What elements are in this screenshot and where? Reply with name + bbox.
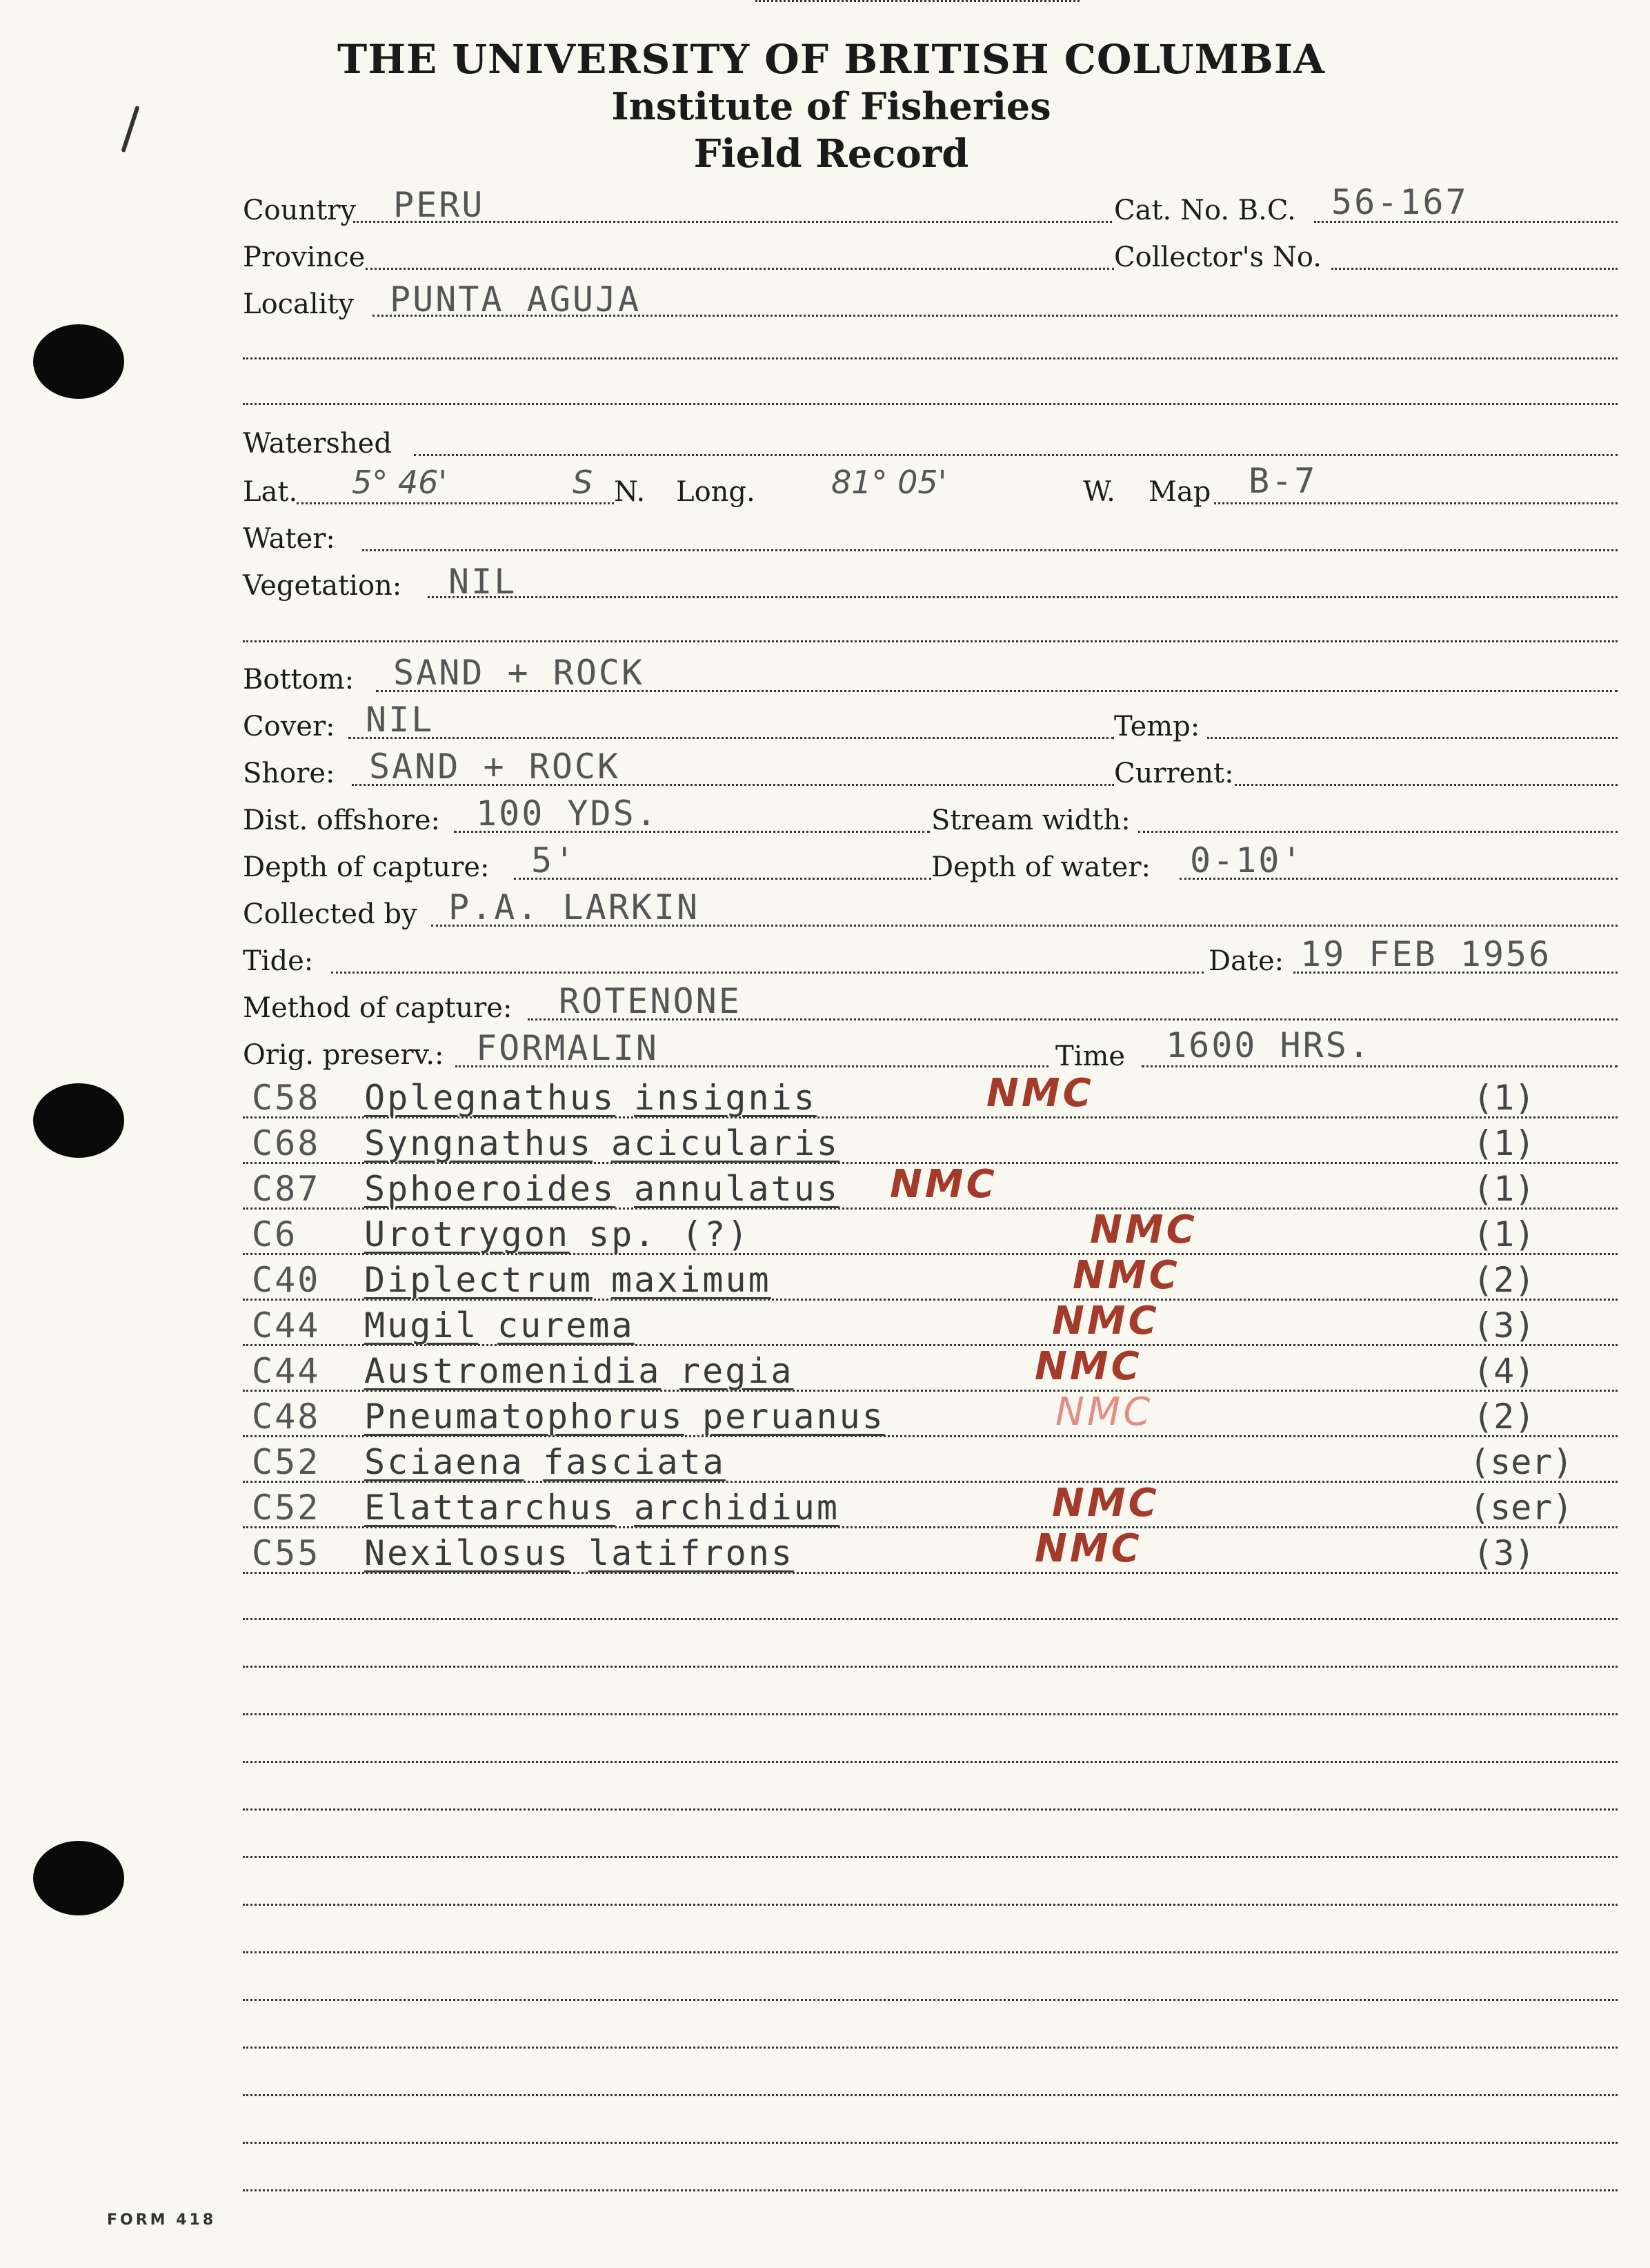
check-mark [121,106,139,152]
lat-label: Lat. [243,476,298,508]
watershed-label: Watershed [243,428,392,460]
species-genus: Syngnathus [364,1123,593,1163]
temp-line [1207,737,1618,739]
specimen-count: (3) [1473,1533,1535,1573]
nmc-mark: NMC [1090,1207,1197,1252]
province-label: Province [243,241,366,273]
species-code: C48 [252,1397,321,1437]
species-code: C40 [252,1260,321,1300]
time-label: Time [1055,1041,1126,1072]
long-line [755,0,1080,2]
species-genus: Austromenidia [364,1351,662,1391]
time-value: 1600 HRS. [1166,1025,1371,1065]
ruled-line [243,1951,1618,1953]
species-code: C55 [252,1533,321,1573]
lat-line [297,502,614,504]
specimen-count: (1) [1473,1169,1535,1209]
collected-by-value: P.A. LARKIN [448,887,700,927]
province-line [366,268,1114,270]
collector-no-line [1331,268,1618,270]
current-label: Current: [1114,758,1234,789]
cover-value: NIL [366,700,435,740]
species-code: C58 [252,1078,321,1118]
cover-label: Cover: [243,711,335,742]
long-suffix: W. [1083,476,1115,508]
species-code: C44 [252,1351,321,1391]
stream-width-line [1138,831,1618,833]
time-line [1142,1065,1618,1067]
species-code: C68 [252,1123,321,1163]
species-epithet: annulatus [634,1169,839,1209]
stream-width-label: Stream width: [931,805,1131,836]
species-genus: Pneumatophorus [364,1397,684,1437]
species-epithet: archidium [634,1488,839,1528]
species-code: C6 [252,1214,298,1254]
watershed-line [414,454,1618,456]
collector-no-label: Collector's No. [1114,241,1322,273]
date-value: 19 FEB 1956 [1300,934,1552,974]
form-number: FORM 418 [107,2211,217,2229]
ruled-line [243,1618,1618,1620]
species-genus: Diplectrum [364,1260,593,1300]
temp-label: Temp: [1114,711,1200,742]
ruled-line [243,1856,1618,1858]
country-label: Country [243,195,357,226]
nmc-mark: NMC [1055,1390,1153,1434]
species-epithet: fasciata [543,1442,726,1482]
nmc-mark: NMC [1052,1481,1160,1526]
ruled-line [243,2047,1618,2049]
bottom-label: Bottom: [243,664,355,696]
ruled-line [243,1666,1618,1668]
cover-line [348,737,1114,739]
map-label: Map [1149,476,1211,508]
long-value: 81° 05' [831,464,947,501]
water-line [362,549,1618,551]
species-epithet: insignis [634,1078,817,1118]
long-label: Long. [676,476,755,508]
species-genus: Nexilosus [364,1533,570,1573]
locality-line-2 [243,357,1618,359]
punch-hole-middle [33,1083,124,1158]
ruled-line [243,1761,1618,1763]
shore-label: Shore: [243,758,335,789]
specimen-count: (ser) [1469,1488,1573,1528]
depth-water-label: Depth of water: [931,851,1151,883]
vegetation-label: Vegetation: [243,570,402,602]
method-label: Method of capture: [243,992,513,1024]
punch-hole-top [33,324,124,399]
nmc-mark: NMC [1052,1299,1160,1343]
water-label: Water: [243,523,335,555]
lat-suffix: N. [614,476,646,508]
specimen-count: (1) [1473,1078,1535,1118]
nmc-mark: NMC [1073,1253,1180,1298]
specimen-count: (2) [1473,1260,1535,1300]
cat-no-label: Cat. No. B.C. [1114,195,1296,226]
ruled-line [243,2189,1618,2191]
species-epithet: acicularis [611,1123,840,1163]
specimen-count: (4) [1473,1351,1535,1391]
tide-label: Tide: [243,945,314,977]
locality-line-3 [243,403,1618,405]
map-value: B-7 [1249,461,1318,501]
ruled-line [243,2094,1618,2096]
species-genus: Elattarchus [364,1488,616,1528]
species-epithet: curema [497,1305,635,1345]
specimen-count: (3) [1473,1305,1535,1345]
species-genus: Mugil [364,1305,479,1345]
lat-value: 5° 46' [352,464,448,501]
depth-water-value: 0-10' [1190,840,1304,880]
shore-value: SAND + ROCK [369,747,621,787]
ruled-line [243,1808,1618,1811]
specimen-count: (1) [1473,1214,1535,1254]
species-genus: Sphoeroides [364,1169,616,1209]
species-genus: Oplegnathus [364,1078,616,1118]
preserv-value: FORMALIN [476,1028,659,1068]
species-code: C52 [252,1488,321,1528]
specimen-count: (ser) [1469,1442,1573,1482]
dist-offshore-value: 100 YDS. [476,793,659,834]
nmc-mark: NMC [1035,1344,1142,1389]
dist-offshore-label: Dist. offshore: [243,805,441,836]
species-epithet: sp. [588,1214,657,1254]
locality-label: Locality [243,288,355,320]
species-code: C44 [252,1305,321,1345]
ruled-line [243,1999,1618,2001]
nmc-mark: NMC [986,1071,1094,1116]
lat-direction: S [573,464,593,501]
species-code: C87 [252,1169,321,1209]
nmc-mark: NMC [1035,1526,1142,1571]
species-epithet: regia [679,1351,794,1391]
specimen-count: (1) [1473,1123,1535,1163]
current-line [1235,784,1618,786]
vegetation-value: NIL [448,562,517,602]
species-code: C52 [252,1442,321,1482]
species-epithet: latifrons [588,1533,794,1573]
ruled-line [243,2142,1618,2144]
preserv-label: Orig. preserv.: [243,1039,444,1071]
cat-no-value: 56-167 [1331,182,1469,222]
map-line [1214,502,1618,504]
species-extra: (?) [682,1214,751,1254]
specimen-count: (2) [1473,1397,1535,1437]
tide-line [331,972,1204,974]
record-title: Field Record [693,131,969,177]
species-epithet: maximum [611,1260,771,1300]
method-value: ROTENONE [559,981,742,1021]
ruled-line [243,1904,1618,1906]
collected-by-label: Collected by [243,898,417,930]
depth-capture-value: 5' [531,840,577,880]
locality-value: PUNTA AGUJA [390,279,642,319]
species-genus: Urotrygon [364,1214,570,1254]
nmc-mark: NMC [890,1162,997,1207]
university-title: THE UNIVERSITY OF BRITISH COLUMBIA [337,36,1325,83]
country-value: PERU [393,185,485,225]
species-genus: Sciaena [364,1442,524,1482]
date-label: Date: [1209,945,1284,977]
vegetation-line [428,596,1618,598]
species-epithet: peruanus [702,1397,885,1437]
ruled-line [243,1713,1618,1715]
bottom-value: SAND + ROCK [393,653,645,693]
vegetation-line-2 [243,640,1618,642]
institute-title: Institute of Fisheries [611,84,1051,128]
punch-hole-bottom [33,1841,124,1915]
depth-capture-label: Depth of capture: [243,851,490,883]
